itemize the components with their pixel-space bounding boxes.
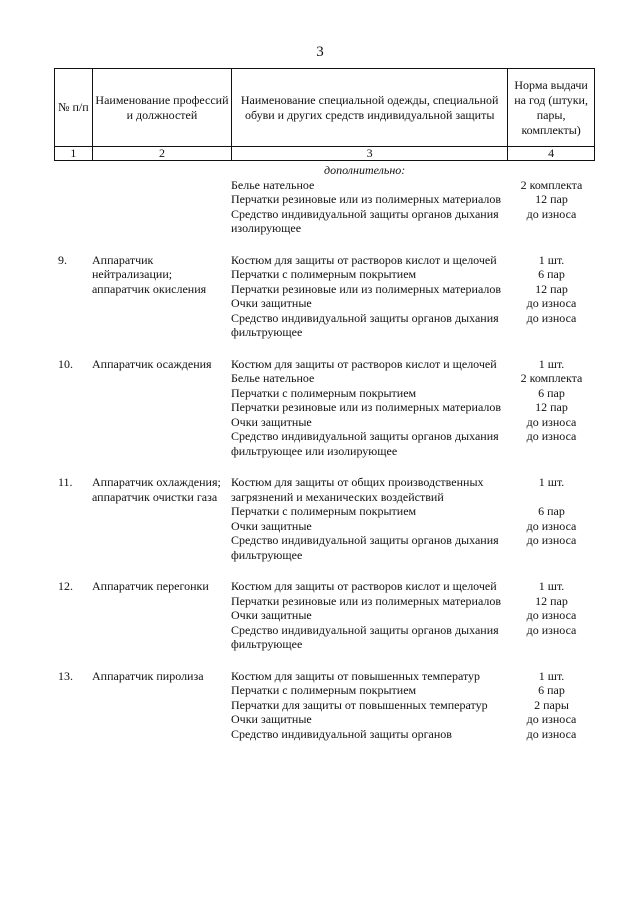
equipment-item	[225, 579, 595, 594]
equipment-norm: до износа	[526, 533, 577, 547]
equipment-item	[225, 727, 595, 742]
profession-name: Аппаратчик перегонки	[92, 579, 209, 593]
equipment-norm: 2 комплекта	[520, 177, 583, 192]
header-col-norm: Норма выдачи на год (штуки, пары, комплекты)	[508, 69, 595, 147]
equipment-name: Перчатки с полимерным покрытием	[231, 385, 417, 400]
equipment-name: Средство индивидуальной защиты органов дыхания фильтрующее	[231, 533, 499, 562]
equipment-item	[225, 608, 595, 623]
column-number-4: 4	[508, 147, 595, 161]
equipment-name: Перчатки резиновые или из полимерных материалов	[231, 281, 502, 296]
equipment-name: Перчатки резиновые или из полимерных материалов	[231, 593, 502, 608]
equipment-name: Очки защитные	[231, 518, 312, 533]
header-row	[55, 69, 595, 147]
equipment-name: Перчатки резиновые или из полимерных материалов	[231, 400, 502, 414]
equipment-item	[225, 311, 595, 340]
profession-name: Аппаратчик осаждения	[92, 356, 212, 371]
profession-group	[54, 475, 595, 562]
equipment-name: Перчатки для защиты от повышенных температур	[231, 697, 488, 712]
equipment-item	[225, 712, 595, 727]
equipment-item	[225, 267, 595, 282]
equipment-name: Перчатки с полимерным покрытием	[231, 683, 417, 697]
equipment-name: Белье нательное	[231, 177, 315, 192]
equipment-norm: 6 пар	[538, 385, 565, 400]
equipment-norm: до износа	[526, 206, 577, 221]
equipment-item	[225, 415, 595, 430]
equipment-name: Костюм для защиты от общих производственных загрязнений и механических воздействий	[231, 475, 484, 504]
equipment-norm: 1 шт.	[538, 668, 565, 683]
equipment-item	[225, 400, 595, 415]
column-number-2: 2	[92, 147, 231, 161]
equipment-name: Перчатки с полимерным покрытием	[231, 267, 417, 281]
profession-name: Аппаратчик пиролиза	[92, 668, 204, 683]
continuation-note: дополнительно:	[324, 163, 406, 177]
row-number: 13.	[58, 668, 73, 683]
column-number-3: 3	[232, 147, 508, 161]
equipment-item	[225, 371, 595, 386]
row-number: 11.	[58, 475, 73, 489]
equipment-name: Костюм для защиты от растворов кислот и щелочей	[231, 252, 497, 267]
equipment-name: Костюм для защиты от растворов кислот и щелочей	[231, 356, 497, 371]
equipment-item	[225, 683, 595, 698]
equipment-norm: до износа	[526, 414, 577, 429]
column-numbers-row	[55, 147, 595, 161]
equipment-name: Средство индивидуальной защиты органов дыхания изолирующее	[231, 206, 499, 235]
equipment-name: Костюм для защиты от растворов кислот и щелочей	[231, 579, 497, 593]
equipment-norm: 6 пар	[538, 683, 565, 697]
equipment-name: Перчатки с полимерным покрытием	[231, 504, 417, 518]
equipment-item	[225, 282, 595, 297]
continuation-group	[54, 178, 595, 236]
equipment-norm: 6 пар	[538, 504, 565, 518]
equipment-norm: до износа	[526, 310, 577, 325]
equipment-norm: 6 пар	[538, 267, 565, 281]
equipment-name: Перчатки резиновые или из полимерных материалов	[231, 192, 502, 206]
equipment-norm: 2 пары	[534, 697, 569, 712]
equipment-item	[225, 594, 595, 609]
equipment-norm: до износа	[526, 518, 577, 533]
row-number: 10.	[58, 356, 73, 371]
equipment-norm: до износа	[526, 296, 577, 310]
equipment-norm: 12 пар	[535, 593, 568, 608]
equipment-name: Очки защитные	[231, 608, 312, 622]
equipment-norm: 1 шт.	[538, 579, 565, 593]
equipment-item	[225, 533, 595, 562]
table-body	[54, 163, 595, 741]
equipment-norm: до износа	[526, 429, 577, 443]
header-table	[54, 68, 595, 161]
equipment-item	[225, 253, 595, 268]
equipment-item	[225, 192, 595, 207]
row-number: 9.	[58, 252, 67, 267]
equipment-item	[225, 178, 595, 193]
equipment-name: Очки защитные	[231, 296, 312, 310]
equipment-norm: 2 комплекта	[520, 371, 583, 385]
profession-group	[54, 669, 595, 742]
equipment-name: Средство индивидуальной защиты органов дыхания фильтрующее или изолирующее	[231, 429, 499, 458]
equipment-name: Средство индивидуальной защиты органов	[231, 726, 452, 741]
column-number-1: 1	[55, 147, 93, 161]
equipment-norm: до износа	[526, 726, 577, 741]
equipment-norm: до износа	[526, 608, 577, 622]
equipment-name: Средство индивидуальной защиты органов дыхания фильтрующее	[231, 310, 499, 339]
page-number: 3	[316, 44, 324, 60]
row-number: 12.	[58, 579, 73, 593]
equipment-item	[225, 386, 595, 401]
equipment-norm: 12 пар	[535, 192, 568, 206]
equipment-norm: 1 шт.	[538, 356, 565, 371]
equipment-name: Очки защитные	[231, 414, 312, 429]
equipment-name: Очки защитные	[231, 712, 312, 726]
equipment-item	[225, 207, 595, 236]
equipment-item	[225, 429, 595, 458]
equipment-norm: 12 пар	[535, 400, 568, 414]
equipment-item	[225, 475, 595, 504]
equipment-name: Костюм для защиты от повышенных температур	[231, 668, 481, 683]
profession-group	[54, 357, 595, 459]
header-col-profession: Наименование профессий и должностей	[92, 69, 231, 147]
equipment-item	[225, 519, 595, 534]
equipment-item	[225, 623, 595, 652]
profession-group	[54, 253, 595, 340]
header-col-number: № п/п	[55, 69, 93, 147]
equipment-name: Средство индивидуальной защиты органов дыхания фильтрующее	[231, 622, 499, 651]
equipment-item	[225, 669, 595, 684]
profession-group	[54, 579, 595, 652]
equipment-name: Белье нательное	[231, 371, 315, 385]
equipment-item	[225, 698, 595, 713]
header-col-equipment: Наименование специальной одежды, специальной обуви и других средств индивидуальной защиты	[232, 69, 508, 147]
equipment-item	[225, 504, 595, 519]
equipment-norm: 12 пар	[535, 281, 568, 296]
equipment-norm: до износа	[526, 622, 577, 637]
equipment-item	[225, 357, 595, 372]
profession-name: Аппаратчик нейтрализации; аппаратчик окисления	[92, 252, 207, 296]
equipment-norm: 1 шт.	[538, 252, 565, 267]
equipment-norm: 1 шт.	[538, 475, 565, 489]
profession-name: Аппаратчик охлаждения; аппаратчик очистки газа	[92, 475, 221, 504]
equipment-norm: до износа	[526, 712, 577, 726]
equipment-item	[225, 296, 595, 311]
